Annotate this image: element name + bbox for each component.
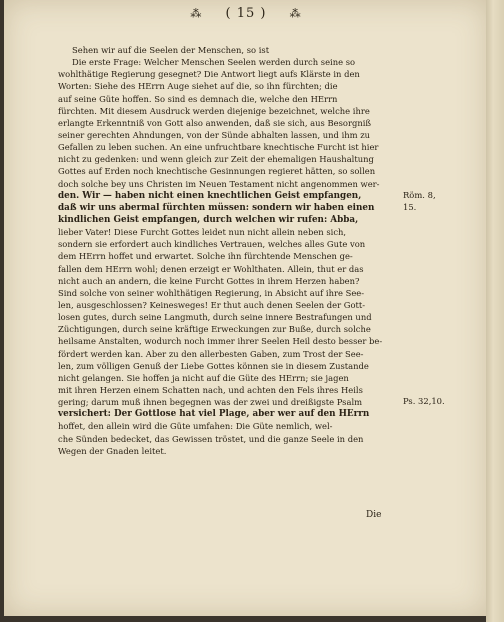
text-line: nicht gelangen. Sie hoffen ja nicht auf die Güte des HErrn; sie jagen <box>58 372 349 383</box>
text-line: wohlthätige Regierung gesegnet? Die Antwort liegt aufs Klärste in den <box>58 69 360 80</box>
text-line: auf seine Güte hoffen. So sind es demnach die, welche den HErrn <box>58 93 338 104</box>
ornament-left: ⁂ <box>190 7 203 20</box>
text-line: Gefallen zu leben suchen. An eine unfruchtbare knechtische Furcht ist hier <box>58 142 379 153</box>
text-line: heilsame Anstalten, wodurch noch immer ihrer Seelen Heil desto besser be- <box>58 336 383 347</box>
text-line: Sehen wir auf die Seelen der Menschen, so ist <box>72 45 270 55</box>
text-line: lieber Vater! Diese Furcht Gottes leidet nun nicht allein neben sich, <box>58 227 347 238</box>
text-line: hoffet, den allein wird die Güte umfahen: Die Güte nemlich, wel- <box>58 421 333 432</box>
text-line: doch solche bey uns Christen im Neuen Testament nicht angenommen wer- <box>58 178 380 189</box>
book-page <box>4 0 488 616</box>
text-line: erlangte Erkenntniß von Gott also anwenden, daß sie sich, aus Besorgniß <box>58 117 371 128</box>
text-line: mit ihren Herzen einem Schatten nach, und achten den Fels ihres Heils <box>58 384 363 395</box>
text-line: nicht auch an andern, die keine Furcht Gottes in ihrem Herzen haben? <box>58 275 360 286</box>
text-line: den. Wir — haben nicht einen knechtlichen Geist empfangen, <box>58 190 362 201</box>
catchword: Die <box>366 510 382 520</box>
text-line: kindlichen Geist empfangen, durch welchen wir rufen: Abba, <box>58 214 359 225</box>
text-line: fallen dem HErrn wohl; denen erzeigt er Wohlthaten. Allein, thut er das <box>58 263 364 274</box>
text-line: che Sünden bedecket, das Gewissen tröstet, und die ganze Seele in den <box>58 433 364 444</box>
ornament-right: ⁂ <box>289 7 302 20</box>
text-line: fördert werden kan. Aber zu den allerbesten Gaben, zum Trost der See- <box>58 348 364 359</box>
text-line: seiner gerechten Ahndungen, von der Sünde abhalten lassen, und ihm zu <box>58 129 371 140</box>
text-line: Die erste Frage: Welcher Menschen Seelen werden durch seine so <box>72 57 356 68</box>
margin-note: Röm. 8, <box>403 189 436 200</box>
text-line: Sind solche von seiner wohlthätigen Regierung, in Absicht auf ihre See- <box>58 287 365 298</box>
page-number: ( 15 ) <box>225 6 267 21</box>
text-line: fürchten. Mit diesem Ausdruck werden diejenige bezeichnet, welche ihre <box>58 105 370 116</box>
text-line: sondern sie erfordert auch kindliches Vertrauen, welches alles Gute von <box>58 239 366 250</box>
text-line: dem HErrn hoffet und erwartet. Solche ihn fürchtende Menschen ge- <box>58 251 353 262</box>
text-line: losen gutes, durch seine Langmuth, durch seine innere Bestrafungen und <box>58 312 372 323</box>
text-line: Wegen der Gnaden leitet. <box>58 445 167 456</box>
text-line: len, ausgeschlossen? Keinesweges! Er thut auch denen Seelen der Gott- <box>58 299 366 310</box>
page-edge <box>486 0 504 622</box>
margin-note: 15. <box>403 201 417 212</box>
text-line: daß wir uns abermal fürchten müssen: sondern wir haben einen <box>58 202 375 213</box>
text-line: gering; darum muß ihnen begegnen was der zwei und dreißigste Psalm <box>58 397 363 408</box>
page-header <box>4 6 488 21</box>
text-line: Gottes auf Erden noch knechtische Gesinnungen regieret hätten, so sollen <box>58 166 376 177</box>
margin-note: Ps. 32,10. <box>403 396 445 407</box>
text-line: Züchtigungen, durch seine kräftige Erweckungen zur Buße, durch solche <box>58 324 371 335</box>
text-line: len, zum völligen Genuß der Liebe Gottes können sie in diesem Zustande <box>58 360 369 371</box>
text-line: Worten: Siehe des HErrn Auge siehet auf die, so ihn fürchten; die <box>58 81 338 92</box>
text-line: versichert: Der Gottlose hat viel Plage, aber wer auf den HErrn <box>58 409 370 420</box>
body-text <box>58 44 402 457</box>
text-line: nicht zu gedenken: und wenn gleich zur Zeit der ehemaligen Haushaltung <box>58 154 374 165</box>
